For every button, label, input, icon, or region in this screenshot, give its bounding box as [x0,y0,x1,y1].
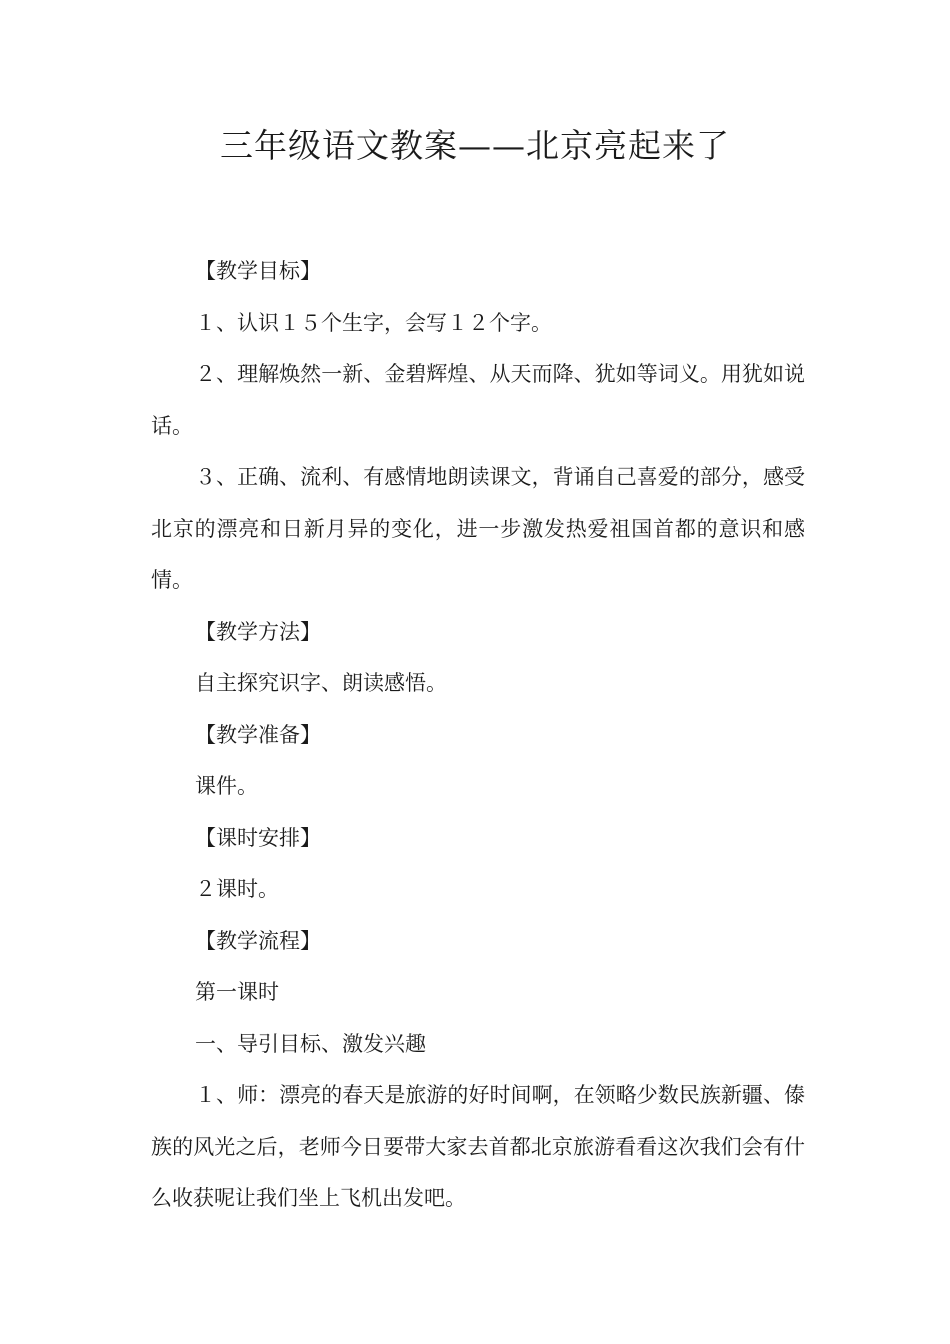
heading-teaching-methods: 【教学方法】 [195,619,321,644]
goal-item-2: ２、理解焕然一新、金碧辉煌、从天而降、犹如等词义。用犹如说话。 [151,362,805,438]
heading-teaching-goals: 【教学目标】 [195,259,321,283]
preparation-text: 课件。 [195,774,258,798]
lesson-one-label: 第一课时 [195,980,279,1004]
document-title: 三年级语文教案——北京亮起来了 [220,126,730,165]
methods-text: 自主探究识字、朗读感悟。 [195,671,447,695]
schedule-text: ２课时。 [195,877,279,901]
heading-teaching-preparation: 【教学准备】 [195,722,321,747]
goal-item-3: ３、正确、流利、有感情地朗读课文，背诵自己喜爱的部分，感受北京的漂亮和日新月异的变化，进一步激发热爱祖国首都的意识和感情。 [151,465,805,592]
document-body [151,246,805,1225]
heading-class-schedule: 【课时安排】 [195,825,321,850]
goal-item-1: １、认识１５个生字，会写１２个字。 [195,310,552,335]
section-one-heading: 一、导引目标、激发兴趣 [195,1031,426,1056]
section-one-item-1: １、师：漂亮的春天是旅游的好时间啊，在领略少数民族新疆、傣族的风光之后，老师今日要带大家去首都北京旅游看看这次我们会有什么收获呢让我们坐上飞机出发吧。 [151,1083,805,1210]
heading-teaching-process: 【教学流程】 [195,928,321,953]
